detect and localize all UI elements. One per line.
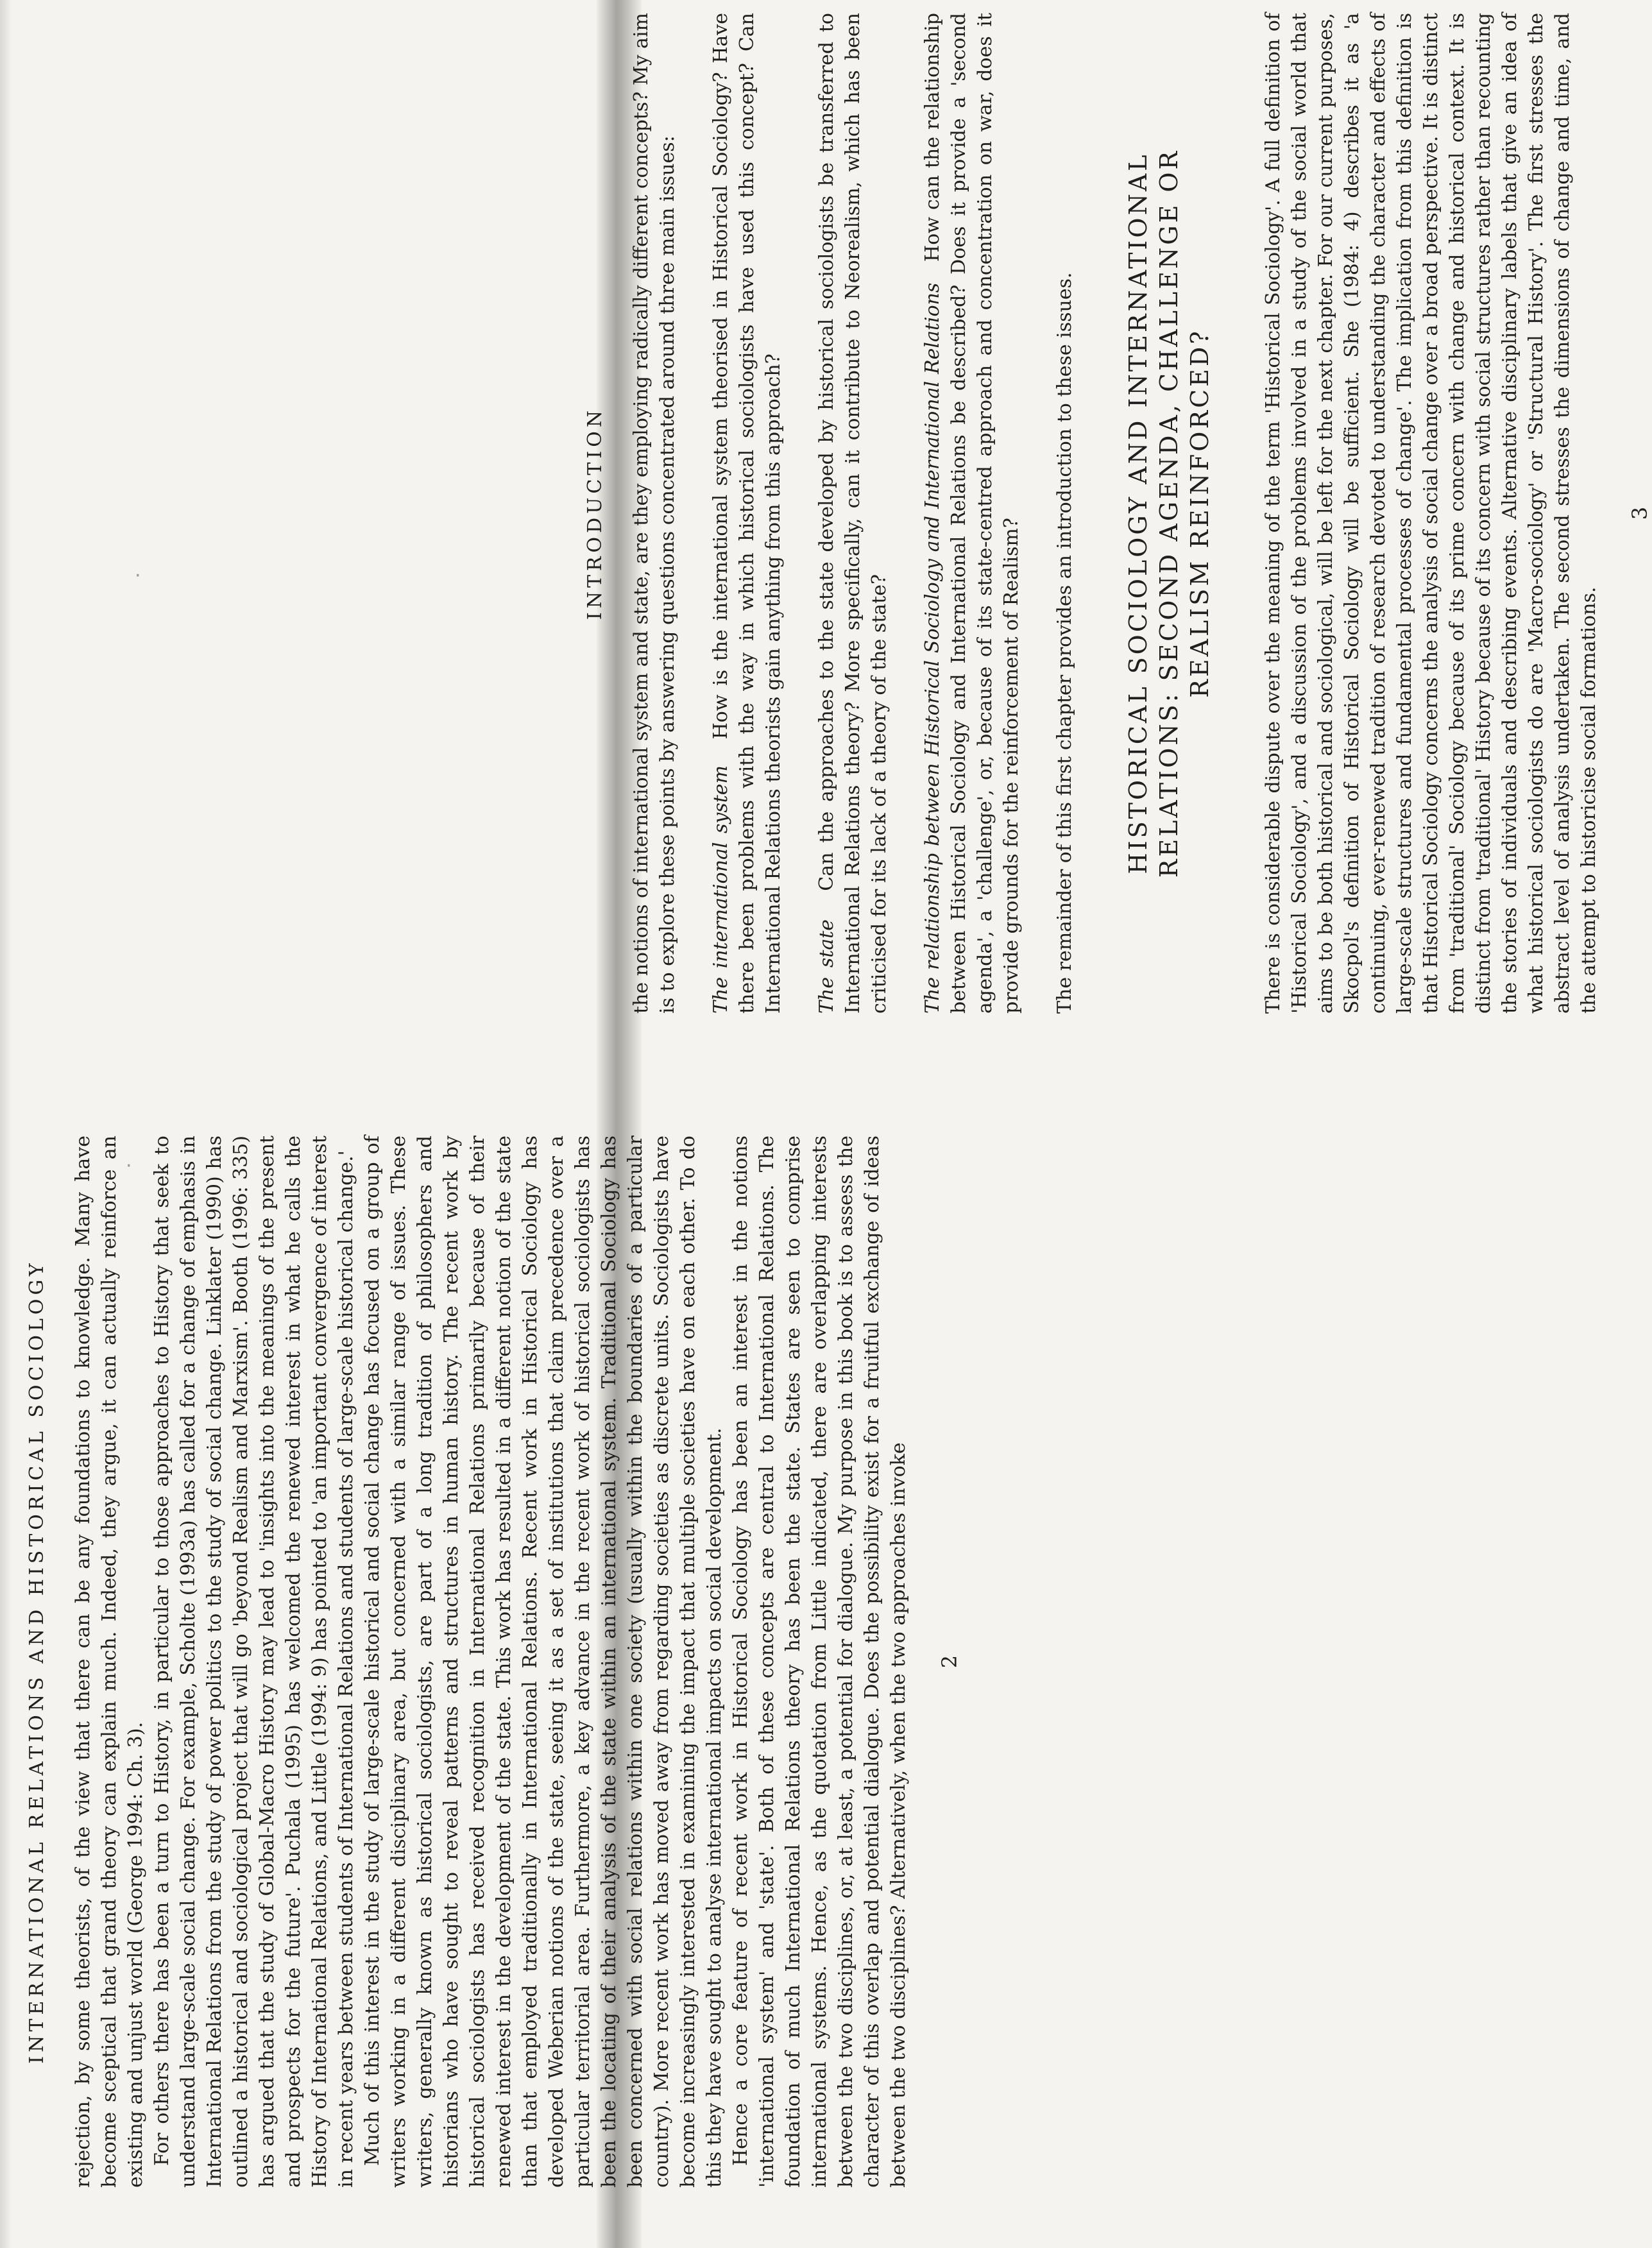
intro-paragraph: the notions of international system and state, are they employing radically different concepts? My aim is to explore these points by answering questions concentrated around three main issues: [630, 13, 679, 1014]
page-number-left: 2 [937, 1655, 962, 1669]
issue-label: The state [815, 919, 838, 1014]
paragraph: Hence a core feature of recent work in Historical Sociology has been an interest in the notions 'international system' and 'state'. Both of these concepts are central to International Relations. The foundation of much International Relations theory has been the state. States are seen to comprise international systems. Hence, as the quotation from Little indicated, there are overlapping interests between the two disciplines, or, at least, a potential for dialogue. My purpose in this book is to assess the character of this overlap and potential dialogue. Does the possibility exist for a fruitful exchange of ideas between the two disciplines? Alternatively, when the two approaches invoke [729, 1136, 910, 2188]
running-head-left: INTERNATIONAL RELATIONS AND HISTORICAL SOCIOLOGY [26, 1259, 48, 2064]
paragraph: Much of this interest in the study of large-scale historical and social change has focused on a group of writers working in a different disciplinary area, but concerned with a similar range of issues. These writers, generally known as historical sociologists, are part of a long tradition of philosophers and historians who have sought to reveal patterns and structures in human history. The recent work by historical sociologists has received recognition in International Relations primarily because of their renewed interest in the development of the state. This work has resulted in a different notion of the state than that employed traditionally in International Relations. Recent work in Historical Sociology has developed Weberian notions of the state, seeing it as a set of institutions that claim precedence over a particular territorial area. Furthermore, a key advance in the recent work of historical sociologists has been the locating of their analysis of the state within an international system. Traditional Sociology has been concerned with social relations within one society (usually within the boundaries of a particular country). More recent work has moved away from regarding societies as discrete units. Sociologists have become increasingly interested in examining the impact that multiple societies have on each other. To do this they have sought to analyse international impacts on social development. [361, 1136, 726, 2188]
right-page [584, 12, 1652, 1014]
section-heading-line: RELATIONS: SECOND AGENDA, CHALLENGE OR [1155, 148, 1183, 878]
running-head-right: INTRODUCTION [584, 406, 606, 620]
section-heading-line: REALISM REINFORCED? [1186, 328, 1214, 698]
page-number-right: 3 [1628, 506, 1652, 520]
left-page [26, 1136, 1116, 2188]
scan-speck: · [126, 1155, 132, 1177]
paragraph: For others there has been a turn to History, in particular to those approaches to History that seek to understand large-scale social change. For example, Scholte (1993a) has called for a change of emphasis in International Relations from the study of power politics to the study of social change. Linklater (1990) has outlined a historical and sociological project that will go 'beyond Realism and Marxism'. Booth (1996: 335) has argued that the study of Global-Macro History may lead to 'insights into the meanings of the present and prospects for the future'. Puchala (1995) has welcomed the renewed interest in what he calls the History of International Relations, and Little (1994: 9) has pointed to 'an important convergence of interest in recent years between students of International Relations and students of large-scale historical change.' [151, 1136, 357, 2188]
issue-label: The relationship between Historical Sociology and International Relations [921, 282, 944, 1014]
section-heading [1123, 13, 1215, 1014]
remainder-paragraph: The remainder of this first chapter provides an introduction to these issues. [1053, 272, 1076, 1014]
section-paragraph: There is considerable dispute over the meaning of the term 'Historical Sociology'. A full definition of 'Historical Sociology', and a discussion of the problems involved in a study of the social world that aims to be both historical and sociological, will be left for the next chapter. For our current purposes, Skocpol's definition of Historical Sociology will be sufficient. She (1984: 4) describes it as 'a continuing, ever-renewed tradition of research devoted to understanding the character and effects of large-scale structures and fundamental processes of change'. The implication from this definition is that Historical Sociology concerns the analysis of social change over a broad perspective. It is distinct from 'traditional' Sociology because of its prime concern with change and historical context. It is distinct from 'traditional' History because of its concern with social structures rather than recounting the stories of individuals and describing events. Alternative disciplinary labels that give an idea of what historical sociologists do are 'Macro-sociology' or 'Structural History'. The first stresses the abstract level of analysis undertaken. The second stresses the dimensions of change and time, and the attempt to historicise social formations. [1262, 13, 1600, 1014]
section-heading-line: HISTORICAL SOCIOLOGY AND INTERNATIONAL [1124, 152, 1152, 874]
issue-international-system [708, 13, 787, 1014]
issue-text: Can the approaches to the state developed by historical sociologists be transferred to International Relations theory? More specifically, can it contribute to Neorealism, which has been criticised for its lack of a theory of the state? [815, 13, 890, 1014]
issue-relationship [919, 13, 1025, 1014]
scan-speck: · [135, 565, 141, 587]
issue-state [813, 13, 892, 1014]
left-page-body [70, 1136, 912, 2188]
issue-text: How is the international system theorised in Historical Sociology? Have there been problems with the way in which historical sociologists have used this concept? Can International Relations theorists gain anything from this approach? [710, 12, 785, 1014]
paragraph: rejection, by some theorists, of the view that there can be any foundations to knowledge. Many have become sceptical that grand theory can explain much. Indeed, they argue, it can actually reinforce an existing and unjust world (George 1994: Ch. 3). [72, 1136, 147, 2188]
scan-edge [0, 0, 12, 2248]
issue-text: How can the relationship between Historical Sociology and International Relations be described? Does it provide a 'second agenda', a 'challenge', or, because of its state-centred approach and concentration on war, does it provide grounds for the reinforcement of Realism? [921, 12, 1023, 1014]
issue-label: The international system [710, 765, 732, 1014]
right-page-body [628, 13, 1602, 1014]
